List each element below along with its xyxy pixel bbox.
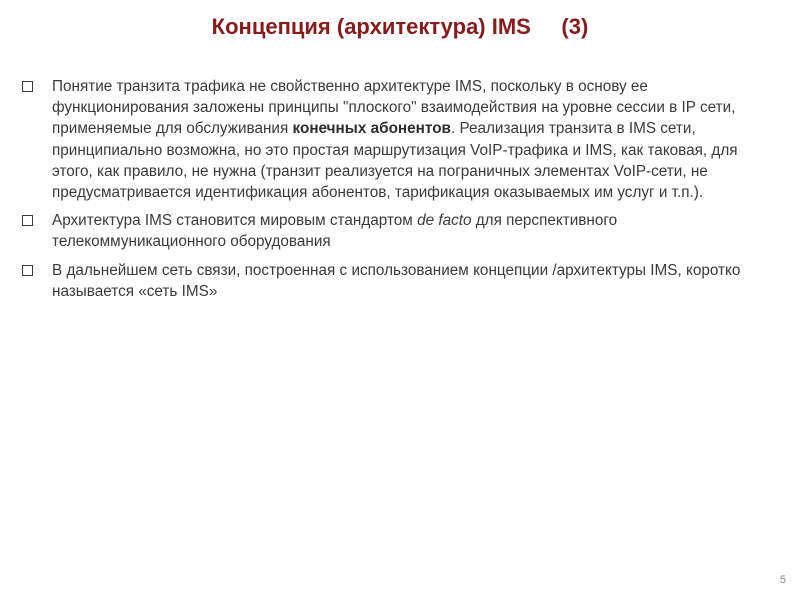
checkbox-bullet-icon bbox=[22, 81, 33, 92]
bullet-item bbox=[22, 260, 782, 302]
bullet-text bbox=[52, 210, 782, 252]
bullet-text-part: Архитектура IMS становится мировым стандартом bbox=[52, 212, 418, 230]
bullet-text-part: В дальнейшем сеть связи, построенная с использованием концепции /архитектуры IMS, коротко называется «сеть IMS» bbox=[52, 261, 741, 300]
bullet-list bbox=[22, 76, 782, 309]
bullet-bold-text: конечных абонентов bbox=[292, 120, 451, 138]
checkbox-bullet-icon bbox=[22, 215, 33, 226]
bullet-text bbox=[52, 260, 782, 302]
bullet-text bbox=[52, 76, 782, 203]
bullet-text-part: для перспективного телекоммуникационного оборудования bbox=[52, 212, 618, 251]
page-number: 5 bbox=[779, 574, 786, 586]
checkbox-bullet-icon bbox=[22, 265, 33, 276]
slide-title: Концепция (архитектура) IMS (3) bbox=[211, 14, 589, 39]
bullet-item bbox=[22, 210, 782, 252]
bullet-item bbox=[22, 76, 782, 203]
bullet-italic-text: de facto bbox=[417, 212, 472, 230]
bullet-text-part: . Реализация транзита в IMS сети, принципиально возможна, но это простая маршрутизация VoIP-трафика и IMS, как таковая, для этого, как правило, не нужна (транзит реализуется на пограничных элементах VoIP-сети, не предусматривается идентификация абонентов, тарификация оказываемых им услуг и т.п.). bbox=[52, 120, 738, 202]
bullet-text-part: Понятие транзита трафика не свойственно архитектуре IMS, поскольку в основу ее функционирования заложены принципы "плоского" взаимодействия на уровне сессии в IP сети, применяемые для обслуживания bbox=[52, 78, 736, 138]
